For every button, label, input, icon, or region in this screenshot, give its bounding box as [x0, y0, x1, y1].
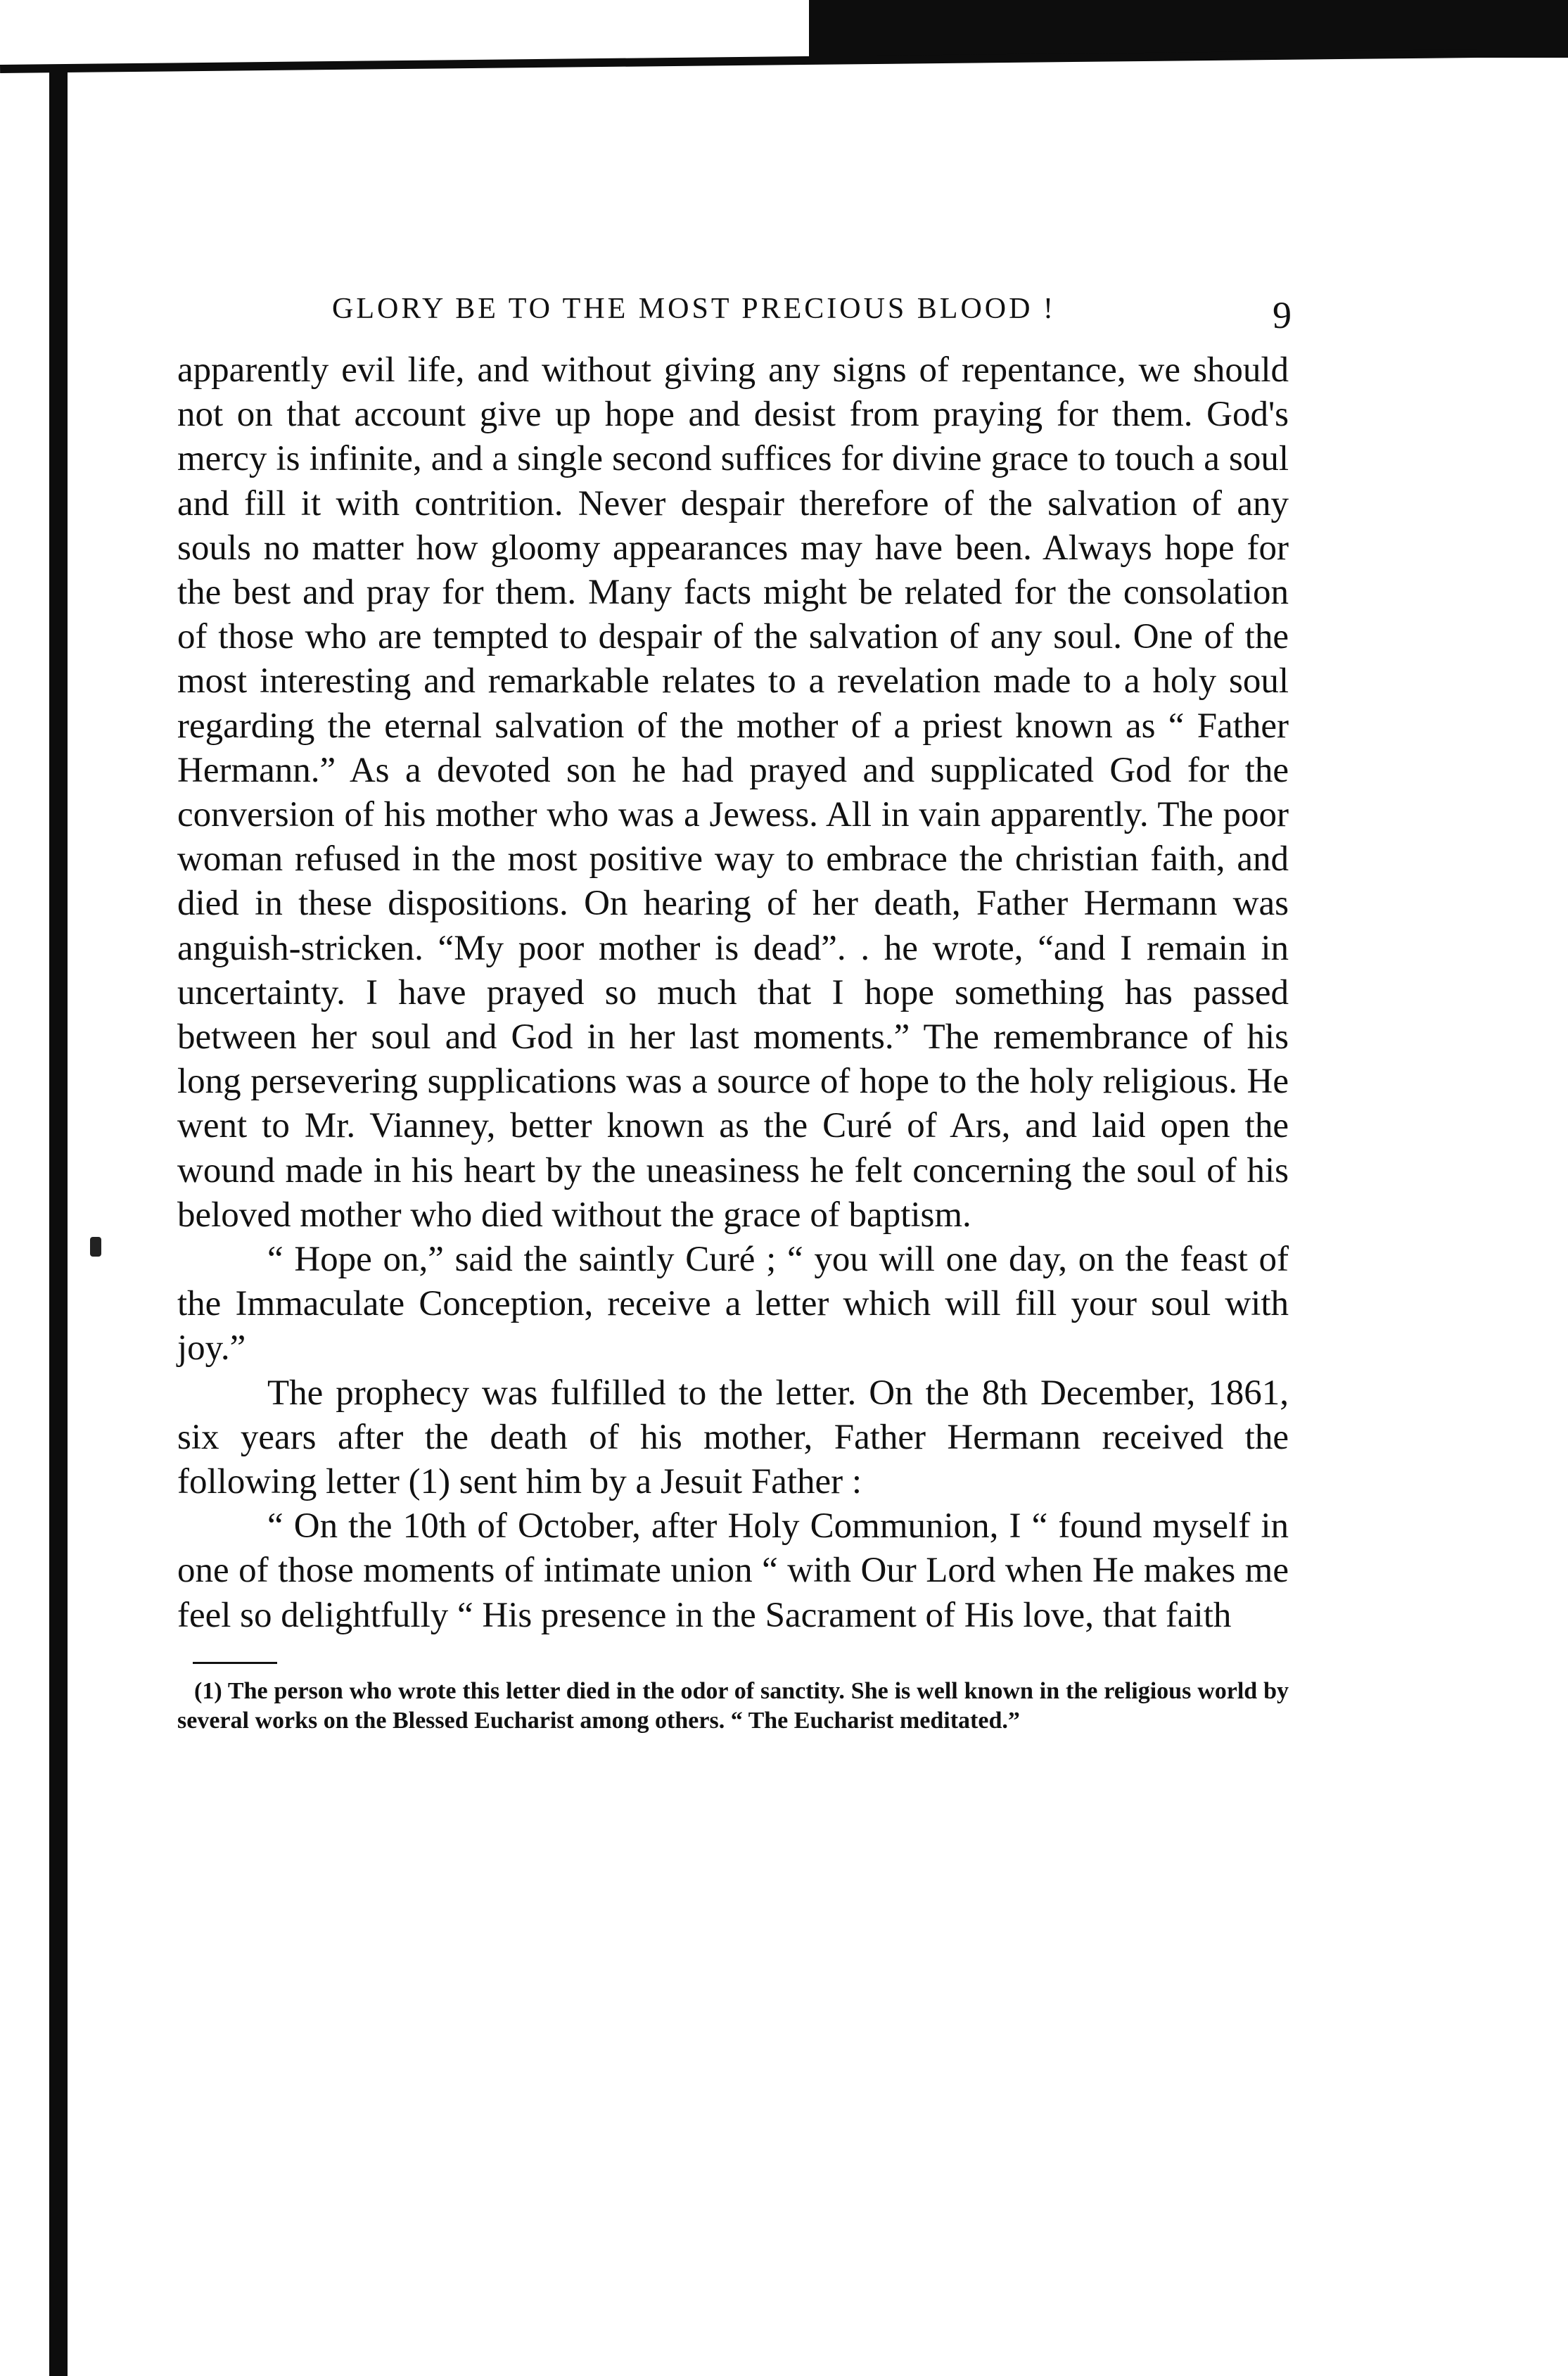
page-number: 9 — [1273, 294, 1292, 336]
footnote-divider — [193, 1662, 277, 1664]
paragraph: The prophecy was fulfilled to the letter. On the 8th December, 1861, six years after the death of his mother, Father Hermann received the following letter (1) sent him by a Jesuit Father : — [177, 1373, 1289, 1502]
footnote: (1) The person who wrote this letter died in the odor of sanctity. She is well known in the religious world by several works on the Blessed Eucharist among others. “ The Eucharist meditated.” — [177, 1677, 1289, 1734]
scan-left-border — [49, 70, 68, 2376]
paragraph: “ On the 10th of October, after Holy Communion, I “ found myself in one of those moments of intimate union “ with Our Lord when He makes me feel so delightfully “ His presence in the Sacrament of His love, that faith — [177, 1506, 1289, 1635]
paragraph: “ Hope on,” said the saintly Curé ; “ you will one day, on the feast of the Immaculate Conception, receive a letter which will fill your soul with joy.” — [177, 1240, 1289, 1368]
book-page — [177, 278, 1292, 1736]
scan-top-border — [0, 0, 1568, 41]
paragraph: apparently evil life, and without giving any signs of repentance, we should not on that account give up hope and desist from praying for them. God's mercy is infinite, and a single second suffices for divine grace to touch a soul and fill it with contrition. Never despair therefore of the salvation of any souls no matter how gloomy appearances may have been. Always hope for the best and pray for them. Many facts might be related for the consolation of those who are tempted to despair of the salvation of any soul. One of the most interesting and remarkable relates to a revelation made to a holy soul regarding the eternal salvation of the mother of a priest known as “ Father Hermann.” As a devoted son he had prayed and supplicated God for the conversion of his mother who was a Jewess. All in vain apparently. The poor woman refused in the most positive way to embrace the christian faith, and died in these dispositions. On hearing of her death, Father Hermann was anguish-stricken. “My poor mother is dead”. . he wrote, “and I remain in uncertainty. I have prayed so much that I hope something has passed between her soul and God in her last moments.” The remembrance of his long persevering supplications was a source of hope to the holy religious. He went to Mr. Vianney, better known as the Curé of Ars, and laid open the wound made in his heart by the uneasiness he felt concerning the soul of his beloved mother who died without the grace of baptism. — [177, 350, 1289, 1235]
running-head-title: GLORY BE TO THE MOST PRECIOUS BLOOD ! — [332, 293, 1056, 325]
body-text — [177, 348, 1289, 1638]
scan-mark — [90, 1237, 101, 1257]
running-head — [177, 278, 1292, 348]
